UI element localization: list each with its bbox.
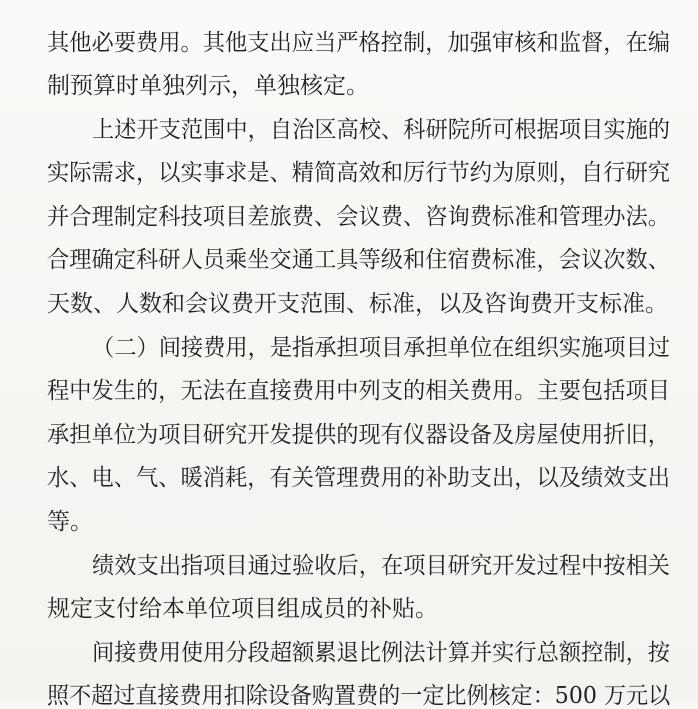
text-line: （二）间接费用，是指承担项目承担单位在组织实施项目过 <box>92 335 671 361</box>
text-line: 水、电、气、暖消耗，有关管理费用的补助支出，以及绩效支出 <box>47 465 671 491</box>
text-line: 照不超过直接费用扣除设备购置费的一定比例核定：500 万元以 <box>47 683 671 709</box>
text-line: 间接费用使用分段超额累退比例法计算并实行总额控制，按 <box>92 640 671 666</box>
text-line: 承担单位为项目研究开发提供的现有仪器设备及房屋使用折旧， <box>47 422 671 448</box>
text-line: 天数、人数和会议费开支范围、标准，以及咨询费开支标准。 <box>47 291 668 317</box>
text-line: 规定支付给本单位项目组成员的补贴。 <box>47 596 438 622</box>
text-line: 绩效支出指项目通过验收后，在项目研究开发过程中按相关 <box>92 553 671 579</box>
text-line: 实际需求，以实事求是、精简高效和厉行节约为原则，自行研究 <box>47 160 671 186</box>
text-line: 合理确定科研人员乘坐交通工具等级和住宿费标准，会议次数、 <box>47 247 671 273</box>
text-line: 程中发生的，无法在直接费用中列支的相关费用。主要包括项目 <box>47 378 671 404</box>
text-line: 其他必要费用。其他支出应当严格控制，加强审核和监督，在编 <box>47 30 671 56</box>
text-line: 等。 <box>47 509 93 535</box>
text-line: 制预算时单独列示，单独核定。 <box>47 73 369 99</box>
text-line: 上述开支范围中，自治区高校、科研院所可根据项目实施的 <box>92 117 671 143</box>
text-line: 并合理制定科技项目差旅费、会议费、咨询费标准和管理办法。 <box>47 204 671 230</box>
